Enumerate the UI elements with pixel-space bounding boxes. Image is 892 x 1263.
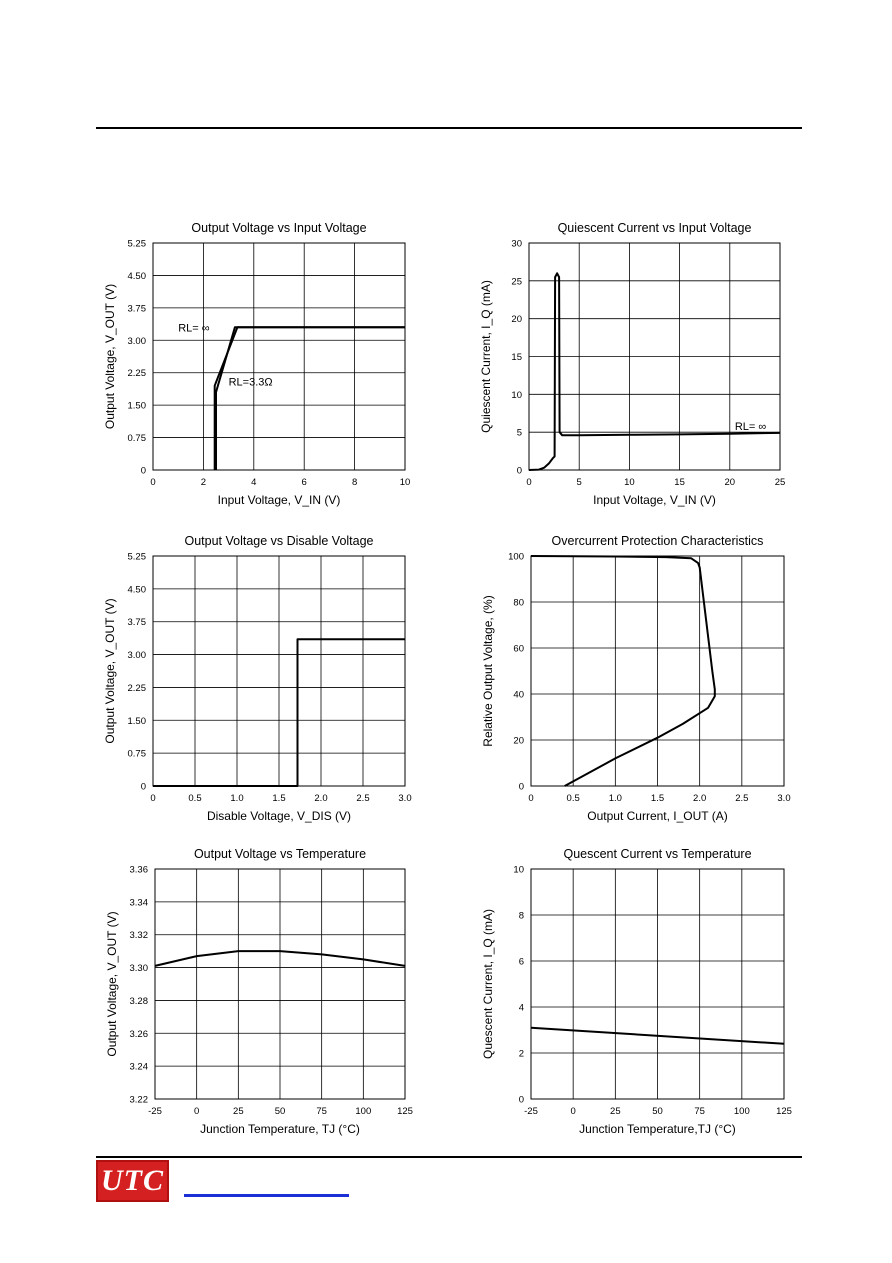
plot-frame bbox=[153, 243, 405, 470]
y-tick-label: 40 bbox=[513, 689, 524, 701]
y-tick-label: 4.50 bbox=[127, 270, 146, 282]
website-link[interactable] bbox=[184, 1194, 349, 1197]
x-tick-label: 20 bbox=[724, 477, 736, 488]
x-axis-label: Output Current, I_OUT (A) bbox=[587, 809, 728, 823]
x-axis-label: Junction Temperature, TJ (°C) bbox=[200, 1122, 360, 1136]
y-axis-label: Output Voltage, V_OUT (V) bbox=[103, 598, 117, 744]
x-axis-label: Junction Temperature,TJ (°C) bbox=[579, 1122, 736, 1136]
y-axis-label: Relative Output Voltage, (%) bbox=[481, 595, 495, 747]
series-line bbox=[216, 327, 405, 470]
chart-5 bbox=[105, 847, 413, 1136]
y-tick-label: 0 bbox=[140, 781, 146, 793]
y-tick-label: 6 bbox=[518, 956, 524, 968]
chart-title: Output Voltage vs Temperature bbox=[193, 847, 367, 861]
y-tick-label: 3.75 bbox=[127, 617, 146, 629]
x-tick-label: 0 bbox=[150, 477, 156, 488]
x-tick-label: 4 bbox=[251, 477, 257, 488]
x-tick-label: 50 bbox=[652, 1106, 663, 1117]
x-axis-label: Input Voltage, V_IN (V) bbox=[217, 493, 341, 507]
y-tick-label: 3.26 bbox=[129, 1028, 148, 1040]
y-tick-label: 3.36 bbox=[129, 864, 148, 876]
x-tick-label: 10 bbox=[624, 477, 635, 488]
y-tick-label: 3.00 bbox=[127, 650, 146, 662]
y-tick-label: 3.00 bbox=[127, 335, 146, 347]
y-tick-label: 15 bbox=[511, 352, 522, 363]
y-tick-label: 3.32 bbox=[129, 930, 148, 942]
x-tick-label: 125 bbox=[397, 1106, 413, 1117]
x-tick-label: 3.0 bbox=[777, 793, 791, 804]
x-tick-label: 50 bbox=[274, 1106, 286, 1117]
x-axis-label: Input Voltage, V_IN (V) bbox=[593, 493, 716, 507]
series-annotation: RL= ∞ bbox=[178, 322, 210, 335]
chart-title: Quescent Current vs Temperature bbox=[563, 847, 752, 861]
x-tick-label: 0 bbox=[526, 477, 532, 488]
x-tick-label: 25 bbox=[233, 1106, 244, 1117]
x-tick-label: 15 bbox=[674, 477, 685, 488]
y-tick-label: 2.25 bbox=[127, 682, 146, 694]
x-tick-label: 75 bbox=[694, 1106, 705, 1117]
footer-rule bbox=[96, 1156, 802, 1158]
y-tick-label: 0 bbox=[140, 465, 146, 477]
x-tick-label: 2.0 bbox=[693, 793, 707, 804]
y-tick-label: 3.30 bbox=[129, 963, 148, 975]
x-tick-label: 0 bbox=[194, 1106, 200, 1117]
chart-title: Quiescent Current vs Input Voltage bbox=[557, 221, 752, 235]
x-tick-label: 0.5 bbox=[188, 793, 202, 804]
x-tick-label: 10 bbox=[399, 477, 411, 488]
y-tick-label: 80 bbox=[513, 597, 524, 609]
x-tick-label: 2.5 bbox=[735, 793, 749, 804]
y-tick-label: 3.34 bbox=[129, 897, 148, 909]
x-tick-label: 1.0 bbox=[608, 793, 622, 804]
y-tick-label: 3.24 bbox=[129, 1061, 148, 1073]
x-tick-label: 1.0 bbox=[230, 793, 244, 804]
x-tick-label: 2.0 bbox=[314, 793, 328, 804]
x-tick-label: 0 bbox=[150, 793, 156, 804]
y-tick-label: 10 bbox=[511, 389, 522, 401]
y-tick-label: 10 bbox=[513, 864, 524, 876]
x-tick-label: 1.5 bbox=[650, 793, 665, 804]
x-tick-label: 8 bbox=[351, 477, 358, 488]
x-tick-label: 125 bbox=[776, 1106, 792, 1117]
x-tick-label: 0.5 bbox=[566, 793, 580, 804]
series-annotation: RL= ∞ bbox=[734, 421, 767, 434]
chart-title: Output Voltage vs Input Voltage bbox=[191, 221, 367, 235]
x-tick-label: -25 bbox=[524, 1106, 538, 1117]
y-tick-label: 1.50 bbox=[127, 715, 146, 727]
x-tick-label: 25 bbox=[774, 477, 786, 488]
chart-title: Overcurrent Protection Characteristics bbox=[551, 534, 764, 548]
y-tick-label: 5 bbox=[516, 427, 522, 439]
y-tick-label: 60 bbox=[513, 643, 524, 655]
y-tick-label: 25 bbox=[511, 276, 522, 288]
x-axis-label: Disable Voltage, V_DIS (V) bbox=[206, 809, 352, 823]
y-tick-label: 4.50 bbox=[127, 584, 146, 596]
series-annotation: RL=3.3Ω bbox=[228, 376, 273, 389]
x-tick-label: 1.5 bbox=[272, 793, 286, 804]
y-tick-label: 2 bbox=[518, 1048, 524, 1060]
logo-text: UTC bbox=[101, 1164, 164, 1197]
chart-4 bbox=[481, 534, 791, 823]
x-tick-label: 75 bbox=[316, 1106, 327, 1117]
x-tick-label: 100 bbox=[733, 1106, 750, 1117]
x-tick-label: 3.0 bbox=[398, 793, 412, 804]
x-tick-label: 100 bbox=[355, 1106, 372, 1117]
x-tick-label: 0 bbox=[570, 1106, 576, 1117]
y-tick-label: 0 bbox=[518, 1094, 524, 1106]
y-tick-label: 8 bbox=[518, 910, 524, 922]
y-tick-label: 0 bbox=[518, 781, 524, 793]
y-axis-label: Quiescent Current, I_Q (mA) bbox=[479, 280, 493, 433]
series-line bbox=[215, 327, 405, 470]
x-tick-label: 25 bbox=[610, 1106, 621, 1117]
y-axis-label: Quescent Current, I_Q (mA) bbox=[481, 908, 495, 1060]
chart-6 bbox=[481, 847, 792, 1136]
y-tick-label: 3.28 bbox=[129, 995, 148, 1007]
y-tick-label: 5.25 bbox=[127, 551, 146, 563]
x-tick-label: 6 bbox=[301, 477, 307, 488]
x-tick-label: 2.5 bbox=[356, 793, 370, 804]
y-axis-label: Output Voltage, V_OUT (V) bbox=[103, 283, 117, 430]
y-tick-label: 20 bbox=[511, 314, 522, 326]
x-tick-label: 2 bbox=[200, 477, 207, 488]
y-tick-label: 3.22 bbox=[129, 1094, 148, 1106]
chart-2 bbox=[479, 221, 785, 507]
y-tick-label: 0.75 bbox=[127, 433, 146, 445]
x-tick-label: 0 bbox=[528, 793, 534, 804]
y-axis-label: Output Voltage, V_OUT (V) bbox=[105, 911, 119, 1057]
chart-3 bbox=[103, 534, 412, 823]
y-tick-label: 100 bbox=[508, 551, 524, 563]
y-tick-label: 0.75 bbox=[127, 748, 146, 760]
y-tick-label: 3.75 bbox=[127, 303, 146, 315]
chart-1 bbox=[103, 221, 410, 507]
y-tick-label: 20 bbox=[513, 735, 524, 747]
chart-title: Output Voltage vs Disable Voltage bbox=[184, 534, 374, 548]
x-tick-label: 5 bbox=[576, 477, 582, 488]
y-tick-label: 30 bbox=[511, 238, 522, 250]
y-tick-label: 0 bbox=[516, 465, 522, 477]
utc-logo bbox=[96, 1160, 169, 1202]
y-tick-label: 1.50 bbox=[127, 400, 146, 412]
y-tick-label: 4 bbox=[518, 1002, 524, 1014]
y-tick-label: 2.25 bbox=[127, 368, 146, 380]
x-tick-label: -25 bbox=[148, 1106, 162, 1117]
series-line bbox=[529, 273, 780, 470]
series-line bbox=[531, 556, 715, 786]
y-tick-label: 5.25 bbox=[127, 238, 146, 250]
